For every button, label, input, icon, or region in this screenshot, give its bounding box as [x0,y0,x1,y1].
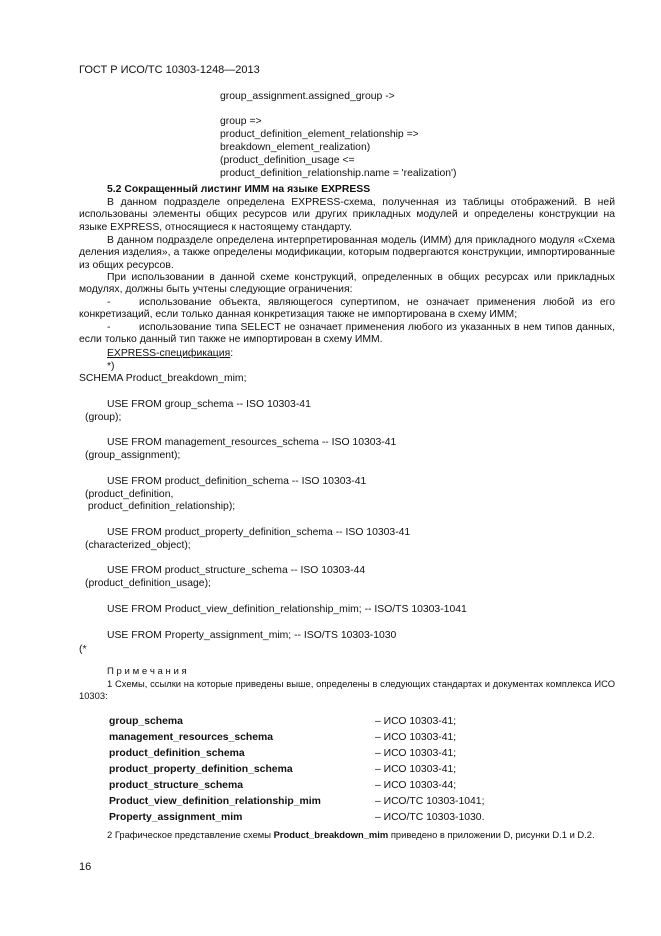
use-from-line: USE FROM product_definition_schema -- ISO 10303-41 [107,476,367,487]
note-2-schema-name: Product_breakdown_mim [273,829,389,840]
note-2-suffix: приведено в приложении D, рисунки D.1 и D.2. [388,829,595,840]
reference-row [109,764,589,780]
code-line: breakdown_element_realization) [220,142,371,153]
note-1: 1 Схемы, ссылки на которые приведены выше, определены в следующих стандартах и документах комплекса ИСО 10303: [79,678,615,701]
use-from-line: USE FROM group_schema -- ISO 10303-41 [107,399,311,410]
schema-name: product_structure_schema [109,780,243,791]
use-from-item: product_definition_relationship); [85,501,236,512]
bullet-text: использование типа SELECT не означает применения любого из указанных в нем типов данных, если только данный тип также не импортирован в схему ИММ. [79,322,615,346]
bullet-dash: - [107,322,111,333]
paragraph: При использовании в данной схеме конструкций, определенных в общих ресурсах или прикладных модулях, должны быть учтены следующие ограничения: [79,272,615,296]
comment-open: *) [107,361,115,372]
reference-row [109,748,589,764]
paragraph: В данном подразделе определена интерпретированная модель (ИММ) для прикладного модуля «Схема деления изделия», а также определены модификации, которым подвергаются конструкции, импортированные из общих ресурсов. [79,235,615,271]
section-title: 5.2 Сокращенный листинг ИММ на языке EXPRESS [107,184,371,195]
schema-ref: – ИСО 10303-44; [375,780,457,791]
reference-row [109,796,589,812]
express-spec-colon: : [230,348,234,359]
schema-name: group_schema [109,716,183,727]
reference-row [109,716,589,732]
schema-ref: – ИСО 10303-41; [375,716,457,727]
use-from-item: (group); [85,412,122,423]
reference-row [109,812,589,828]
schema-ref: – ИСО 10303-41; [375,732,457,743]
schema-ref: – ИСО/ТС 10303-1030. [375,812,485,823]
paragraph: В данном подразделе определена EXPRESS-схема, полученная из таблицы отображений. В ней использованы элементы общих ресурсов или других прикладных модулей и определены конструкции на языке EXPRESS, относящиеся к настоящему стандарту. [79,197,615,233]
use-from-line: USE FROM management_resources_schema -- ISO 10303-41 [107,437,397,448]
schema-name: Property_assignment_mim [109,812,243,823]
code-line: product_definition_relationship.name = 'realization') [220,168,457,179]
bullet-dash: - [107,297,111,308]
use-from-line: USE FROM Product_view_definition_relationship_mim; -- ISO/TS 10303-1041 [107,604,467,615]
schema-name: Product_view_definition_relationship_mim [109,796,321,807]
express-spec-label [107,348,233,360]
code-line: group_assignment.assigned_group -> [220,91,395,102]
use-from-item: (product_definition, [85,489,174,500]
schema-ref: – ИСО 10303-41; [375,748,457,759]
comment-close: (* [79,644,87,655]
use-from-item: (product_definition_usage); [85,578,211,589]
schema-name: product_definition_schema [109,748,245,759]
note-2 [79,829,615,841]
schema-name: product_property_definition_schema [109,764,293,775]
use-from-item: (characterized_object); [85,540,191,551]
use-from-line: USE FROM product_structure_schema -- ISO 10303-44 [107,565,366,576]
note-2-prefix: 2 Графическое представление схемы [107,829,274,840]
use-from-line: USE FROM product_property_definition_schema -- ISO 10303-41 [107,527,411,538]
page-number: 16 [79,861,92,873]
schema-ref: – ИСО 10303-41; [375,764,457,775]
express-spec-link: EXPRESS-спецификация [107,348,231,359]
code-line: group => [220,116,262,127]
schema-line: SCHEMA Product_breakdown_mim; [79,373,247,384]
notes-title: П р и м е ч а н и я [107,666,187,677]
schema-name: management_resources_schema [109,732,274,743]
document-header: ГОСТ Р ИСО/ТС 10303-1248—2013 [79,64,260,76]
code-line: (product_definition_usage <= [220,155,355,166]
use-from-line: USE FROM Property_assignment_mim; -- ISO/TS 10303-1030 [107,630,397,641]
code-line: product_definition_element_relationship => [220,129,419,140]
use-from-item: (group_assignment); [85,450,181,461]
reference-row [109,732,589,748]
schema-ref: – ИСО/ТС 10303-1041; [375,796,485,807]
bullet-text: использование объекта, являющегося супертипом, не означает применения любой из его конкретизаций, если только данная конкретизация также не импортирована в схему ИММ; [79,297,615,321]
reference-row [109,780,589,796]
